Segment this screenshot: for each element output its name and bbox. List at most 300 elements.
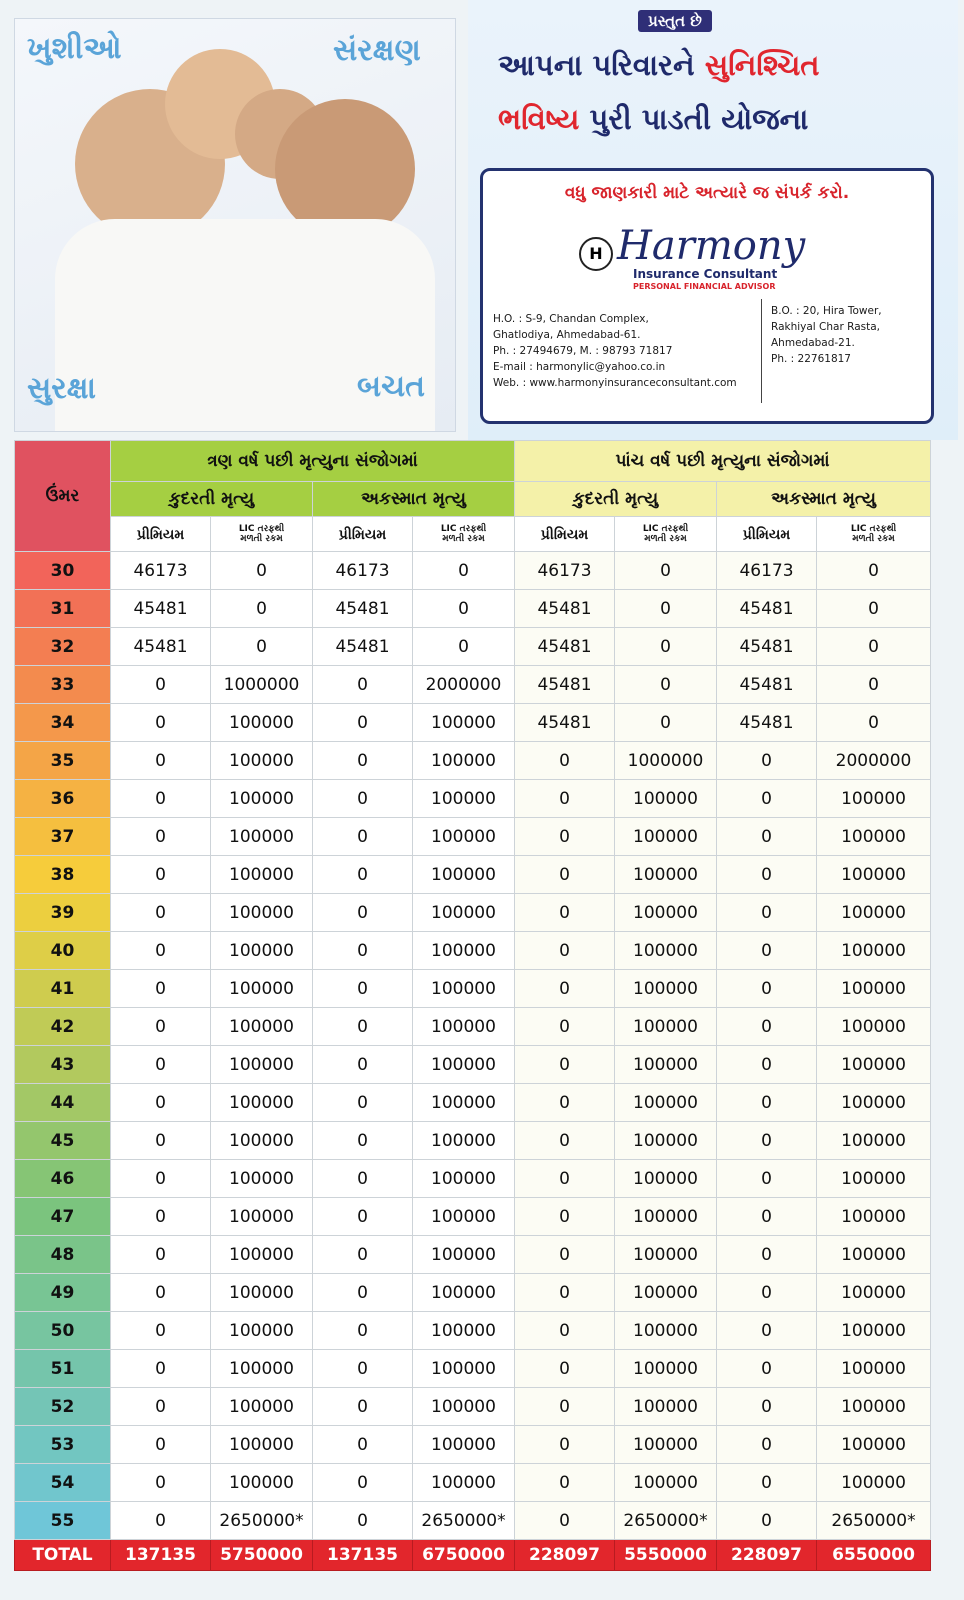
premium-table <box>14 440 931 1571</box>
value-cell: 100000 <box>817 970 931 1008</box>
value-cell: 100000 <box>817 1008 931 1046</box>
value-cell: 2000000 <box>413 666 515 704</box>
table-row <box>15 1160 931 1198</box>
value-cell: 0 <box>111 818 211 856</box>
headline-highlight: સુનિશ્ચિત <box>704 48 820 82</box>
value-cell: 45481 <box>111 628 211 666</box>
value-cell: 100000 <box>211 932 313 970</box>
value-cell: 0 <box>515 970 615 1008</box>
age-header: ઉંમર <box>15 441 111 552</box>
value-cell: 100000 <box>211 1388 313 1426</box>
value-cell: 100000 <box>817 1274 931 1312</box>
value-cell: 0 <box>515 1160 615 1198</box>
value-cell: 100000 <box>817 1350 931 1388</box>
value-cell: 100000 <box>413 1312 515 1350</box>
lic-amount-column-header <box>615 517 717 552</box>
value-cell: 0 <box>717 1502 817 1540</box>
table-row <box>15 1008 931 1046</box>
branch-office-address <box>771 303 882 367</box>
value-cell: 100000 <box>211 704 313 742</box>
value-cell: 100000 <box>211 1464 313 1502</box>
value-cell: 0 <box>313 818 413 856</box>
value-cell: 100000 <box>211 1122 313 1160</box>
value-cell: 2650000* <box>615 1502 717 1540</box>
value-cell: 0 <box>111 666 211 704</box>
value-cell: 0 <box>111 1464 211 1502</box>
value-cell: 0 <box>313 666 413 704</box>
value-cell: 0 <box>717 1160 817 1198</box>
value-cell: 100000 <box>817 1464 931 1502</box>
value-cell: 100000 <box>211 780 313 818</box>
total-cell: 228097 <box>717 1540 817 1571</box>
lic-label-line1: LIC તરફથી <box>850 524 897 534</box>
value-cell: 0 <box>515 894 615 932</box>
table-row <box>15 818 931 856</box>
value-cell: 0 <box>313 1388 413 1426</box>
value-cell: 100000 <box>413 1160 515 1198</box>
value-cell: 0 <box>817 552 931 590</box>
table-row <box>15 1084 931 1122</box>
value-cell: 100000 <box>817 894 931 932</box>
lic-label-line2: મળતી રકમ <box>240 534 283 544</box>
age-cell: 30 <box>15 552 111 590</box>
email-line: E-mail : harmonylic@yahoo.co.in <box>493 361 666 373</box>
value-cell: 0 <box>717 1122 817 1160</box>
value-cell: 0 <box>111 970 211 1008</box>
value-cell: 0 <box>313 856 413 894</box>
value-cell: 0 <box>515 932 615 970</box>
value-cell: 100000 <box>615 1008 717 1046</box>
value-cell: 0 <box>515 1008 615 1046</box>
value-cell: 100000 <box>211 970 313 1008</box>
value-cell: 100000 <box>211 1274 313 1312</box>
value-cell: 0 <box>717 780 817 818</box>
value-cell: 100000 <box>211 856 313 894</box>
value-cell: 0 <box>313 1122 413 1160</box>
table-row <box>15 970 931 1008</box>
age-cell: 41 <box>15 970 111 1008</box>
natural-death-header: કુદરતી મૃત્યુ <box>515 482 717 517</box>
value-cell: 46173 <box>111 552 211 590</box>
value-cell: 0 <box>717 1008 817 1046</box>
lic-amount-column-header <box>211 517 313 552</box>
value-cell: 0 <box>515 1350 615 1388</box>
value-cell: 100000 <box>615 1312 717 1350</box>
value-cell: 45481 <box>717 628 817 666</box>
value-cell: 0 <box>515 1312 615 1350</box>
age-cell: 54 <box>15 1464 111 1502</box>
value-cell: 0 <box>717 894 817 932</box>
table-row <box>15 1464 931 1502</box>
age-cell: 47 <box>15 1198 111 1236</box>
company-name: Harmony <box>617 223 806 269</box>
table-row <box>15 1502 931 1540</box>
contact-cta: વધુ જાણકારી માટે અત્યારે જ સંપર્ક કરો. <box>564 183 850 203</box>
value-cell: 0 <box>111 1160 211 1198</box>
value-cell: 0 <box>515 1122 615 1160</box>
value-cell: 0 <box>515 1236 615 1274</box>
age-cell: 38 <box>15 856 111 894</box>
value-cell: 100000 <box>615 1236 717 1274</box>
value-cell: 0 <box>211 552 313 590</box>
age-cell: 35 <box>15 742 111 780</box>
value-cell: 45481 <box>717 590 817 628</box>
premium-column-header <box>313 517 413 552</box>
table-row <box>15 666 931 704</box>
value-cell: 100000 <box>817 1236 931 1274</box>
value-cell: 100000 <box>413 1198 515 1236</box>
value-cell: 45481 <box>515 628 615 666</box>
value-cell: 0 <box>313 1198 413 1236</box>
total-cell: 137135 <box>111 1540 211 1571</box>
value-cell: 100000 <box>817 1198 931 1236</box>
value-cell: 0 <box>111 1236 211 1274</box>
word-bachat: બચત <box>357 369 425 404</box>
value-cell: 100000 <box>211 894 313 932</box>
word-khushio: ખુશીઓ <box>27 31 122 66</box>
table-body <box>15 552 931 1571</box>
age-cell: 33 <box>15 666 111 704</box>
table-row <box>15 628 931 666</box>
value-cell: 0 <box>313 780 413 818</box>
value-cell: 100000 <box>211 1198 313 1236</box>
value-cell: 100000 <box>817 1084 931 1122</box>
value-cell: 0 <box>515 818 615 856</box>
premium-column-header <box>717 517 817 552</box>
table-row <box>15 1312 931 1350</box>
value-cell: 0 <box>515 742 615 780</box>
total-label: TOTAL <box>15 1540 111 1571</box>
headline-line2 <box>498 102 938 137</box>
address-line: B.O. : 20, Hira Tower, <box>771 305 882 317</box>
value-cell: 100000 <box>817 1046 931 1084</box>
accident-death-header: અકસ્માત મૃત્યુ <box>313 482 515 517</box>
word-suraksha: સુરક્ષા <box>27 371 96 406</box>
premium-label: પ્રીમિયમ <box>136 527 185 543</box>
lic-label-line1: LIC તરફથી <box>642 524 689 534</box>
address-line: Ahmedabad-21. <box>771 337 855 349</box>
table-row <box>15 894 931 932</box>
value-cell: 100000 <box>615 932 717 970</box>
age-cell: 49 <box>15 1274 111 1312</box>
value-cell: 100000 <box>413 780 515 818</box>
headline-highlight: ભવિષ્ય <box>498 102 580 136</box>
word-sanrakshan: સંરક્ષણ <box>333 33 421 68</box>
value-cell: 0 <box>313 1236 413 1274</box>
value-cell: 0 <box>717 1198 817 1236</box>
value-cell: 0 <box>111 1008 211 1046</box>
value-cell: 0 <box>111 1350 211 1388</box>
value-cell: 0 <box>313 1426 413 1464</box>
table-row <box>15 932 931 970</box>
address-line: H.O. : S-9, Chandan Complex, <box>493 313 649 325</box>
value-cell: 100000 <box>615 1426 717 1464</box>
value-cell: 100000 <box>817 1122 931 1160</box>
value-cell: 100000 <box>413 742 515 780</box>
column-header-row <box>15 517 931 552</box>
age-cell: 46 <box>15 1160 111 1198</box>
value-cell: 0 <box>717 932 817 970</box>
value-cell: 100000 <box>413 1274 515 1312</box>
value-cell: 100000 <box>413 1388 515 1426</box>
value-cell: 0 <box>111 780 211 818</box>
value-cell: 100000 <box>615 894 717 932</box>
value-cell: 100000 <box>615 1160 717 1198</box>
value-cell: 0 <box>313 1160 413 1198</box>
value-cell: 100000 <box>413 1464 515 1502</box>
value-cell: 100000 <box>413 1122 515 1160</box>
value-cell: 0 <box>515 1046 615 1084</box>
value-cell: 100000 <box>615 1198 717 1236</box>
value-cell: 0 <box>717 818 817 856</box>
table-row <box>15 742 931 780</box>
value-cell: 100000 <box>817 1160 931 1198</box>
value-cell: 0 <box>413 590 515 628</box>
value-cell: 0 <box>111 1388 211 1426</box>
value-cell: 0 <box>111 1084 211 1122</box>
value-cell: 0 <box>717 1274 817 1312</box>
lic-amount-column-header <box>413 517 515 552</box>
value-cell: 100000 <box>211 1046 313 1084</box>
value-cell: 45481 <box>515 590 615 628</box>
value-cell: 100000 <box>817 856 931 894</box>
table-row <box>15 780 931 818</box>
value-cell: 0 <box>515 1084 615 1122</box>
value-cell: 0 <box>313 1350 413 1388</box>
value-cell: 0 <box>615 552 717 590</box>
value-cell: 0 <box>717 856 817 894</box>
age-cell: 44 <box>15 1084 111 1122</box>
value-cell: 0 <box>717 1464 817 1502</box>
value-cell: 0 <box>615 666 717 704</box>
accident-death-header: અકસ્માત મૃત્યુ <box>717 482 931 517</box>
age-cell: 53 <box>15 1426 111 1464</box>
value-cell: 100000 <box>615 1274 717 1312</box>
value-cell: 100000 <box>413 894 515 932</box>
presented-badge: પ્રસ્તુત છે <box>638 10 712 32</box>
value-cell: 0 <box>111 932 211 970</box>
value-cell: 0 <box>313 894 413 932</box>
harmony-logo-icon: H <box>579 237 613 271</box>
value-cell: 100000 <box>413 856 515 894</box>
value-cell: 2650000* <box>413 1502 515 1540</box>
value-cell: 0 <box>515 1198 615 1236</box>
value-cell: 0 <box>515 780 615 818</box>
value-cell: 0 <box>717 742 817 780</box>
value-cell: 100000 <box>817 1388 931 1426</box>
value-cell: 0 <box>313 742 413 780</box>
table-row <box>15 590 931 628</box>
value-cell: 0 <box>817 590 931 628</box>
value-cell: 100000 <box>211 1426 313 1464</box>
age-cell: 39 <box>15 894 111 932</box>
value-cell: 100000 <box>211 818 313 856</box>
value-cell: 0 <box>817 628 931 666</box>
value-cell: 0 <box>515 1502 615 1540</box>
value-cell: 100000 <box>211 1312 313 1350</box>
divider <box>761 299 762 403</box>
total-cell: 6750000 <box>413 1540 515 1571</box>
value-cell: 100000 <box>413 1008 515 1046</box>
value-cell: 45481 <box>111 590 211 628</box>
premium-column-header <box>515 517 615 552</box>
headline-text: પુરી પાડતી યોજના <box>579 102 809 136</box>
value-cell: 0 <box>717 1084 817 1122</box>
value-cell: 45481 <box>313 590 413 628</box>
value-cell: 100000 <box>211 1160 313 1198</box>
total-cell: 5550000 <box>615 1540 717 1571</box>
value-cell: 2650000* <box>211 1502 313 1540</box>
value-cell: 100000 <box>615 818 717 856</box>
banner <box>0 0 964 440</box>
value-cell: 0 <box>111 742 211 780</box>
age-cell: 31 <box>15 590 111 628</box>
value-cell: 0 <box>211 628 313 666</box>
value-cell: 45481 <box>717 704 817 742</box>
age-cell: 43 <box>15 1046 111 1084</box>
age-cell: 51 <box>15 1350 111 1388</box>
value-cell: 0 <box>313 1084 413 1122</box>
value-cell: 0 <box>111 1274 211 1312</box>
value-cell: 0 <box>111 1122 211 1160</box>
value-cell: 0 <box>313 1046 413 1084</box>
value-cell: 45481 <box>717 666 817 704</box>
value-cell: 100000 <box>413 1046 515 1084</box>
table-row <box>15 1274 931 1312</box>
value-cell: 100000 <box>211 1084 313 1122</box>
value-cell: 100000 <box>413 1426 515 1464</box>
value-cell: 0 <box>313 1502 413 1540</box>
value-cell: 100000 <box>615 1464 717 1502</box>
value-cell: 0 <box>111 704 211 742</box>
value-cell: 0 <box>717 1046 817 1084</box>
company-subtitle: Insurance Consultant <box>633 267 778 281</box>
value-cell: 0 <box>717 1350 817 1388</box>
value-cell: 45481 <box>515 704 615 742</box>
value-cell: 2650000* <box>817 1502 931 1540</box>
value-cell: 100000 <box>615 1122 717 1160</box>
value-cell: 45481 <box>515 666 615 704</box>
table-row <box>15 552 931 590</box>
value-cell: 100000 <box>413 704 515 742</box>
value-cell: 100000 <box>413 932 515 970</box>
value-cell: 0 <box>313 1274 413 1312</box>
value-cell: 0 <box>111 894 211 932</box>
value-cell: 0 <box>717 970 817 1008</box>
age-cell: 40 <box>15 932 111 970</box>
headline-text: આપના પરિવારને <box>498 48 705 82</box>
premium-label: પ્રીમિયમ <box>338 527 387 543</box>
value-cell: 100000 <box>615 1350 717 1388</box>
value-cell: 100000 <box>615 780 717 818</box>
value-cell: 100000 <box>211 742 313 780</box>
section-five-year: પાંચ વર્ષ પછી મૃત્યુના સંજોગમાં <box>515 441 931 482</box>
value-cell: 0 <box>717 1426 817 1464</box>
person-father-shape <box>275 99 415 239</box>
value-cell: 0 <box>515 1426 615 1464</box>
value-cell: 0 <box>111 1198 211 1236</box>
value-cell: 0 <box>111 1502 211 1540</box>
value-cell: 0 <box>111 856 211 894</box>
value-cell: 100000 <box>615 970 717 1008</box>
web-line: Web. : www.harmonyinsuranceconsultant.com <box>493 377 737 389</box>
value-cell: 0 <box>111 1046 211 1084</box>
head-office-address <box>493 311 737 391</box>
lic-label-line2: મળતી રકમ <box>852 534 895 544</box>
age-cell: 45 <box>15 1122 111 1160</box>
value-cell: 100000 <box>817 780 931 818</box>
value-cell: 100000 <box>817 818 931 856</box>
value-cell: 100000 <box>413 970 515 1008</box>
table-row <box>15 1388 931 1426</box>
phone-line: Ph. : 22761817 <box>771 353 851 365</box>
value-cell: 0 <box>313 704 413 742</box>
value-cell: 0 <box>313 1464 413 1502</box>
age-cell: 37 <box>15 818 111 856</box>
table-row <box>15 1426 931 1464</box>
section-three-year: ત્રણ વર્ષ પછી મૃત્યુના સંજોગમાં <box>111 441 515 482</box>
value-cell: 100000 <box>413 1236 515 1274</box>
age-cell: 48 <box>15 1236 111 1274</box>
value-cell: 0 <box>413 628 515 666</box>
value-cell: 100000 <box>211 1236 313 1274</box>
lic-label-line2: મળતી રકમ <box>442 534 485 544</box>
contact-box <box>480 168 934 424</box>
value-cell: 100000 <box>615 1388 717 1426</box>
age-cell: 36 <box>15 780 111 818</box>
value-cell: 0 <box>211 590 313 628</box>
value-cell: 1000000 <box>615 742 717 780</box>
value-cell: 0 <box>717 1236 817 1274</box>
lic-label-line1: LIC તરફથી <box>238 524 285 534</box>
table-row <box>15 856 931 894</box>
value-cell: 0 <box>111 1426 211 1464</box>
value-cell: 2000000 <box>817 742 931 780</box>
value-cell: 0 <box>313 970 413 1008</box>
value-cell: 100000 <box>615 1046 717 1084</box>
value-cell: 100000 <box>817 1312 931 1350</box>
advertisement-panel <box>468 0 958 440</box>
value-cell: 100000 <box>615 856 717 894</box>
total-cell: 5750000 <box>211 1540 313 1571</box>
table-row <box>15 1350 931 1388</box>
value-cell: 0 <box>615 704 717 742</box>
value-cell: 100000 <box>817 1426 931 1464</box>
value-cell: 46173 <box>515 552 615 590</box>
table-row <box>15 704 931 742</box>
family-photo <box>14 18 456 432</box>
lic-label-line1: LIC તરફથી <box>440 524 487 534</box>
value-cell: 0 <box>111 1312 211 1350</box>
total-row <box>15 1540 931 1571</box>
value-cell: 100000 <box>413 818 515 856</box>
age-cell: 52 <box>15 1388 111 1426</box>
value-cell: 100000 <box>817 932 931 970</box>
natural-death-header: કુદરતી મૃત્યુ <box>111 482 313 517</box>
age-cell: 32 <box>15 628 111 666</box>
age-cell: 50 <box>15 1312 111 1350</box>
value-cell: 0 <box>313 932 413 970</box>
headline-line1 <box>498 48 938 83</box>
value-cell: 0 <box>615 628 717 666</box>
value-cell: 0 <box>515 856 615 894</box>
lic-amount-column-header <box>817 517 931 552</box>
premium-column-header <box>111 517 211 552</box>
value-cell: 0 <box>413 552 515 590</box>
value-cell: 46173 <box>313 552 413 590</box>
premium-label: પ્રીમિયમ <box>540 527 589 543</box>
table-row <box>15 1122 931 1160</box>
